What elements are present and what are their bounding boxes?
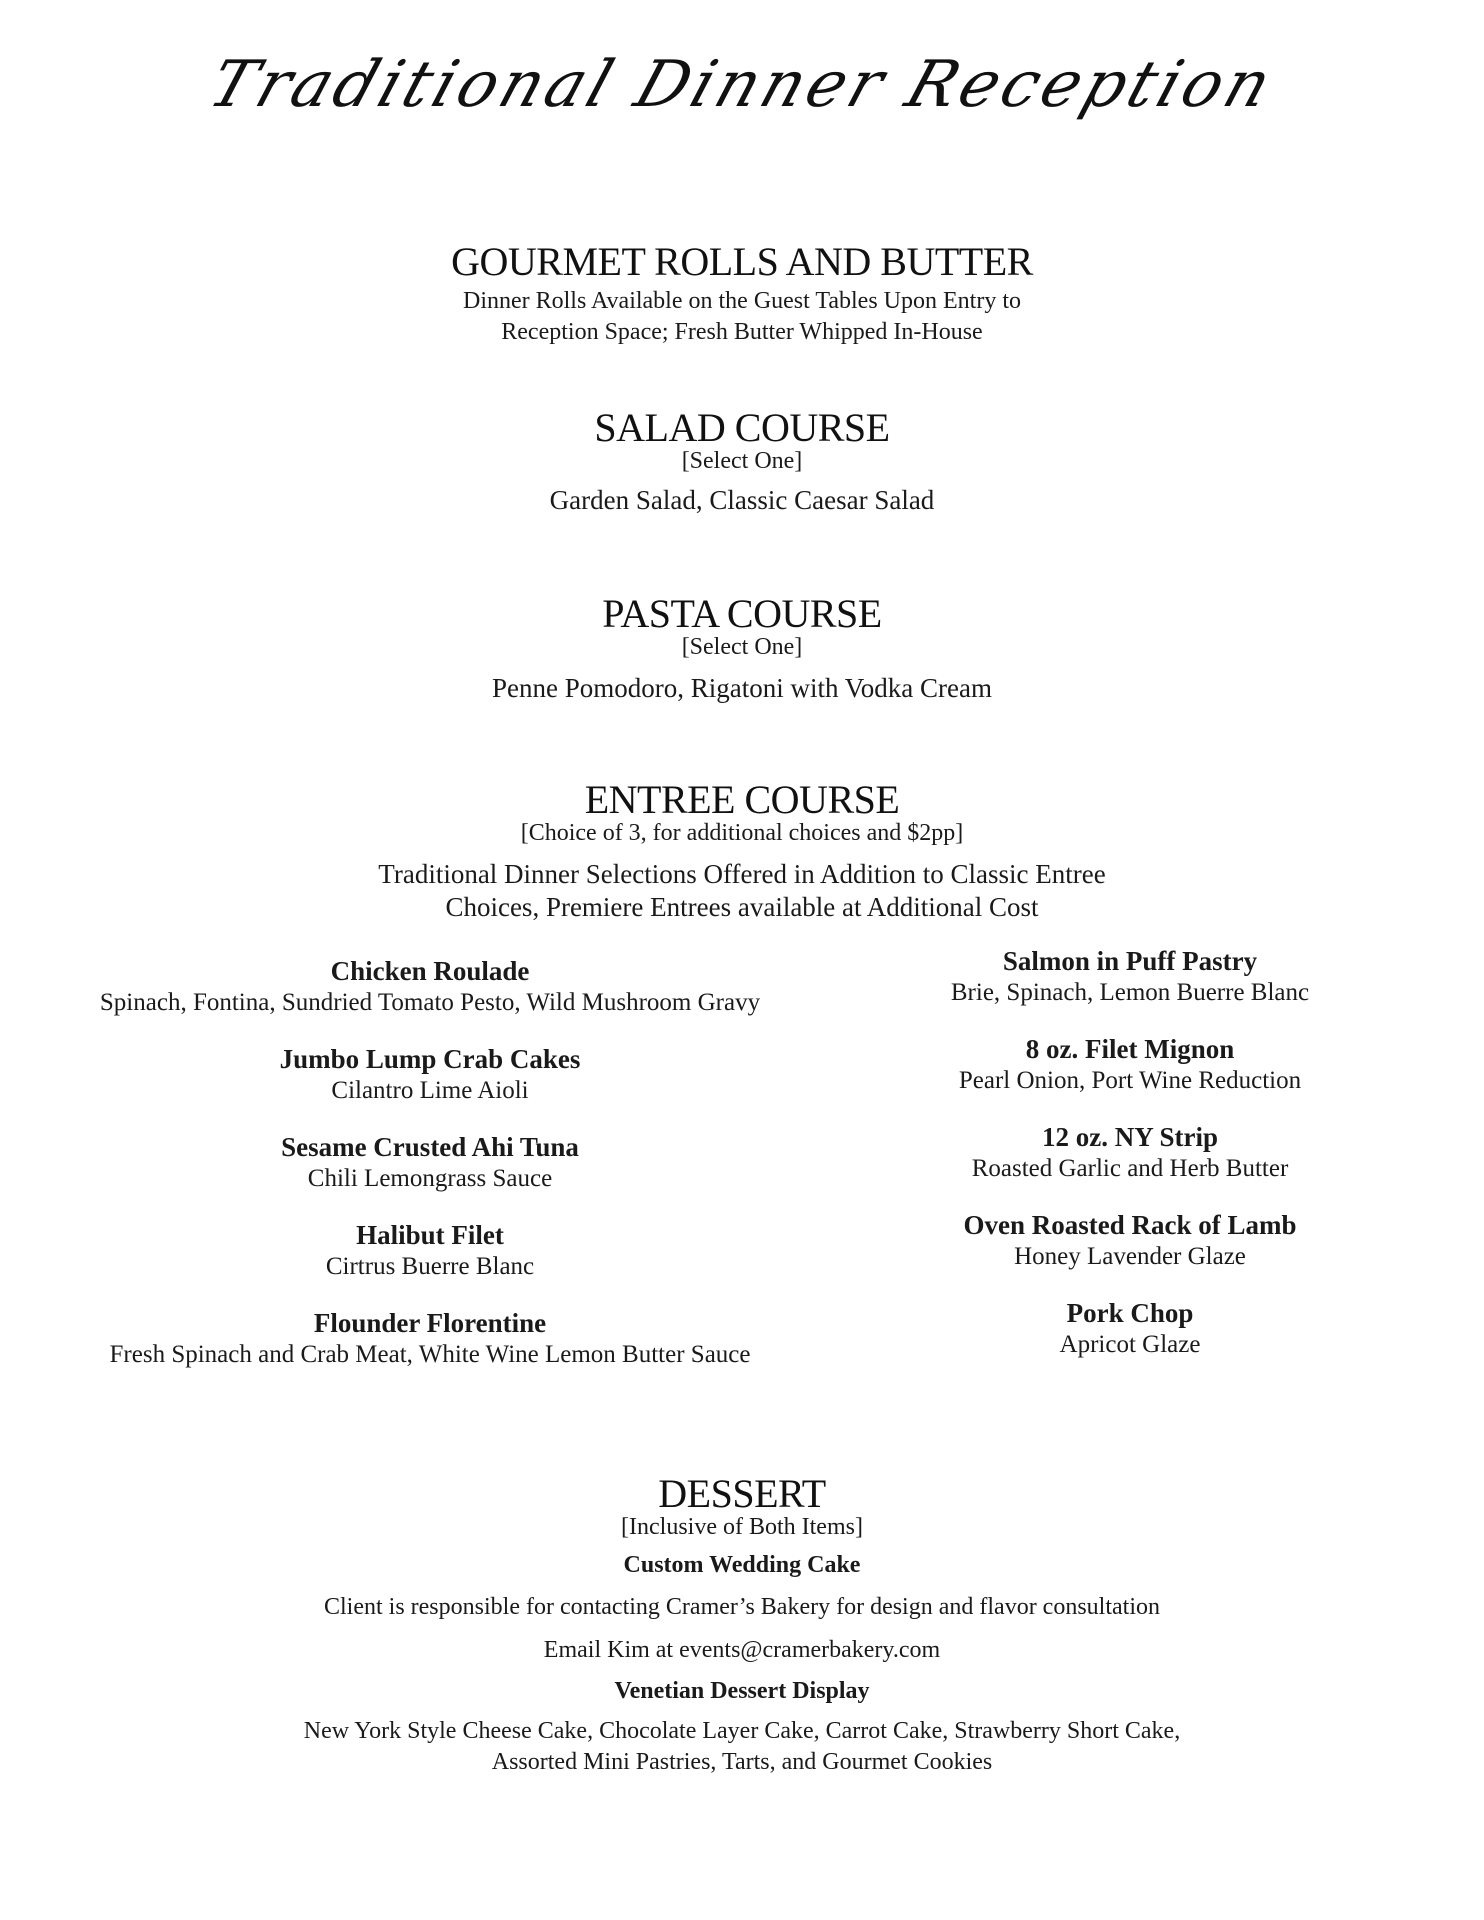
entree-intro-line-1: Traditional Dinner Selections Offered in Addition to Classic Entree <box>378 859 1106 889</box>
entree-item-desc: Brie, Spinach, Lemon Buerre Blanc <box>950 979 1310 1006</box>
rolls-section <box>0 239 1484 348</box>
entree-item-name: Chicken Roulade <box>330 956 530 986</box>
pasta-items: Penne Pomodoro, Rigatoni with Vodka Cream <box>492 673 992 703</box>
entree-item-name: 12 oz. NY Strip <box>1042 1122 1218 1152</box>
dessert-note: [Inclusive of Both Items] <box>621 1514 863 1540</box>
entree-item-desc: Fresh Spinach and Crab Meat, White Wine Lemon Butter Sauce <box>109 1341 751 1368</box>
dessert-cake-line-1: Client is responsible for contacting Cramer’s Bakery for design and flavor consultation <box>323 1594 1160 1620</box>
entree-item <box>860 1122 1400 1184</box>
entree-left-column <box>20 956 840 1396</box>
menu-title: Traditional Dinner Reception <box>200 48 1284 122</box>
entree-item <box>20 1132 840 1194</box>
entree-item <box>20 1220 840 1282</box>
pasta-heading: PASTA COURSE <box>602 591 882 636</box>
dessert-cake-name: Custom Wedding Cake <box>623 1552 861 1578</box>
entree-item-name: Oven Roasted Rack of Lamb <box>963 1210 1297 1240</box>
dessert-cake-line-2: Email Kim at events@cramerbakery.com <box>543 1637 941 1663</box>
entree-note: [Choice of 3, for additional choices and $2pp] <box>520 820 964 846</box>
entree-item <box>20 956 840 1018</box>
entree-item <box>20 1044 840 1106</box>
salad-section <box>0 405 1484 517</box>
entree-item-name: Salmon in Puff Pastry <box>1002 946 1258 976</box>
entree-item <box>860 1210 1400 1272</box>
entree-section <box>0 777 1484 924</box>
entree-item-desc: Apricot Glaze <box>1059 1331 1201 1358</box>
rolls-heading: GOURMET ROLLS AND BUTTER <box>451 239 1033 284</box>
entree-intro-line-2: Choices, Premiere Entrees available at Additional Cost <box>445 892 1039 922</box>
entree-item <box>20 1308 840 1370</box>
salad-heading: SALAD COURSE <box>594 405 890 450</box>
entree-item-name: 8 oz. Filet Mignon <box>1025 1034 1235 1064</box>
rolls-line-1: Dinner Rolls Available on the Guest Tables Upon Entry to <box>462 288 1021 314</box>
entree-item-name: Pork Chop <box>1066 1298 1194 1328</box>
dessert-heading: DESSERT <box>658 1471 826 1516</box>
dessert-display-line-1: New York Style Cheese Cake, Chocolate Layer Cake, Carrot Cake, Strawberry Short Cake, <box>303 1718 1181 1744</box>
dessert-section <box>0 1471 1484 1778</box>
entree-item-desc: Cirtrus Buerre Blanc <box>325 1253 535 1280</box>
salad-note: [Select One] <box>681 448 803 474</box>
entree-item-desc: Chili Lemongrass Sauce <box>307 1165 553 1192</box>
entree-item-desc: Spinach, Fontina, Sundried Tomato Pesto, Wild Mushroom Gravy <box>99 989 761 1016</box>
dessert-display-name: Venetian Dessert Display <box>614 1678 870 1704</box>
pasta-section <box>0 591 1484 705</box>
entree-item-desc: Honey Lavender Glaze <box>1014 1243 1246 1270</box>
entree-item <box>860 1298 1400 1360</box>
entree-heading: ENTREE COURSE <box>584 777 900 822</box>
entree-item <box>860 1034 1400 1096</box>
salad-items: Garden Salad, Classic Caesar Salad <box>549 485 935 515</box>
entree-item-name: Halibut Filet <box>356 1220 504 1250</box>
entree-item <box>860 946 1400 1008</box>
rolls-line-2: Reception Space; Fresh Butter Whipped In-House <box>501 319 983 345</box>
entree-item-name: Sesame Crusted Ahi Tuna <box>281 1132 579 1162</box>
entree-item-name: Flounder Florentine <box>313 1308 547 1338</box>
entree-item-name: Jumbo Lump Crab Cakes <box>279 1044 581 1074</box>
entree-item-desc: Roasted Garlic and Herb Butter <box>971 1155 1289 1182</box>
entree-item-desc: Cilantro Lime Aioli <box>331 1077 529 1104</box>
pasta-note: [Select One] <box>681 634 803 660</box>
entree-item-desc: Pearl Onion, Port Wine Reduction <box>958 1067 1302 1094</box>
entree-right-column <box>860 946 1400 1386</box>
dessert-display-line-2: Assorted Mini Pastries, Tarts, and Gourmet Cookies <box>491 1749 993 1775</box>
